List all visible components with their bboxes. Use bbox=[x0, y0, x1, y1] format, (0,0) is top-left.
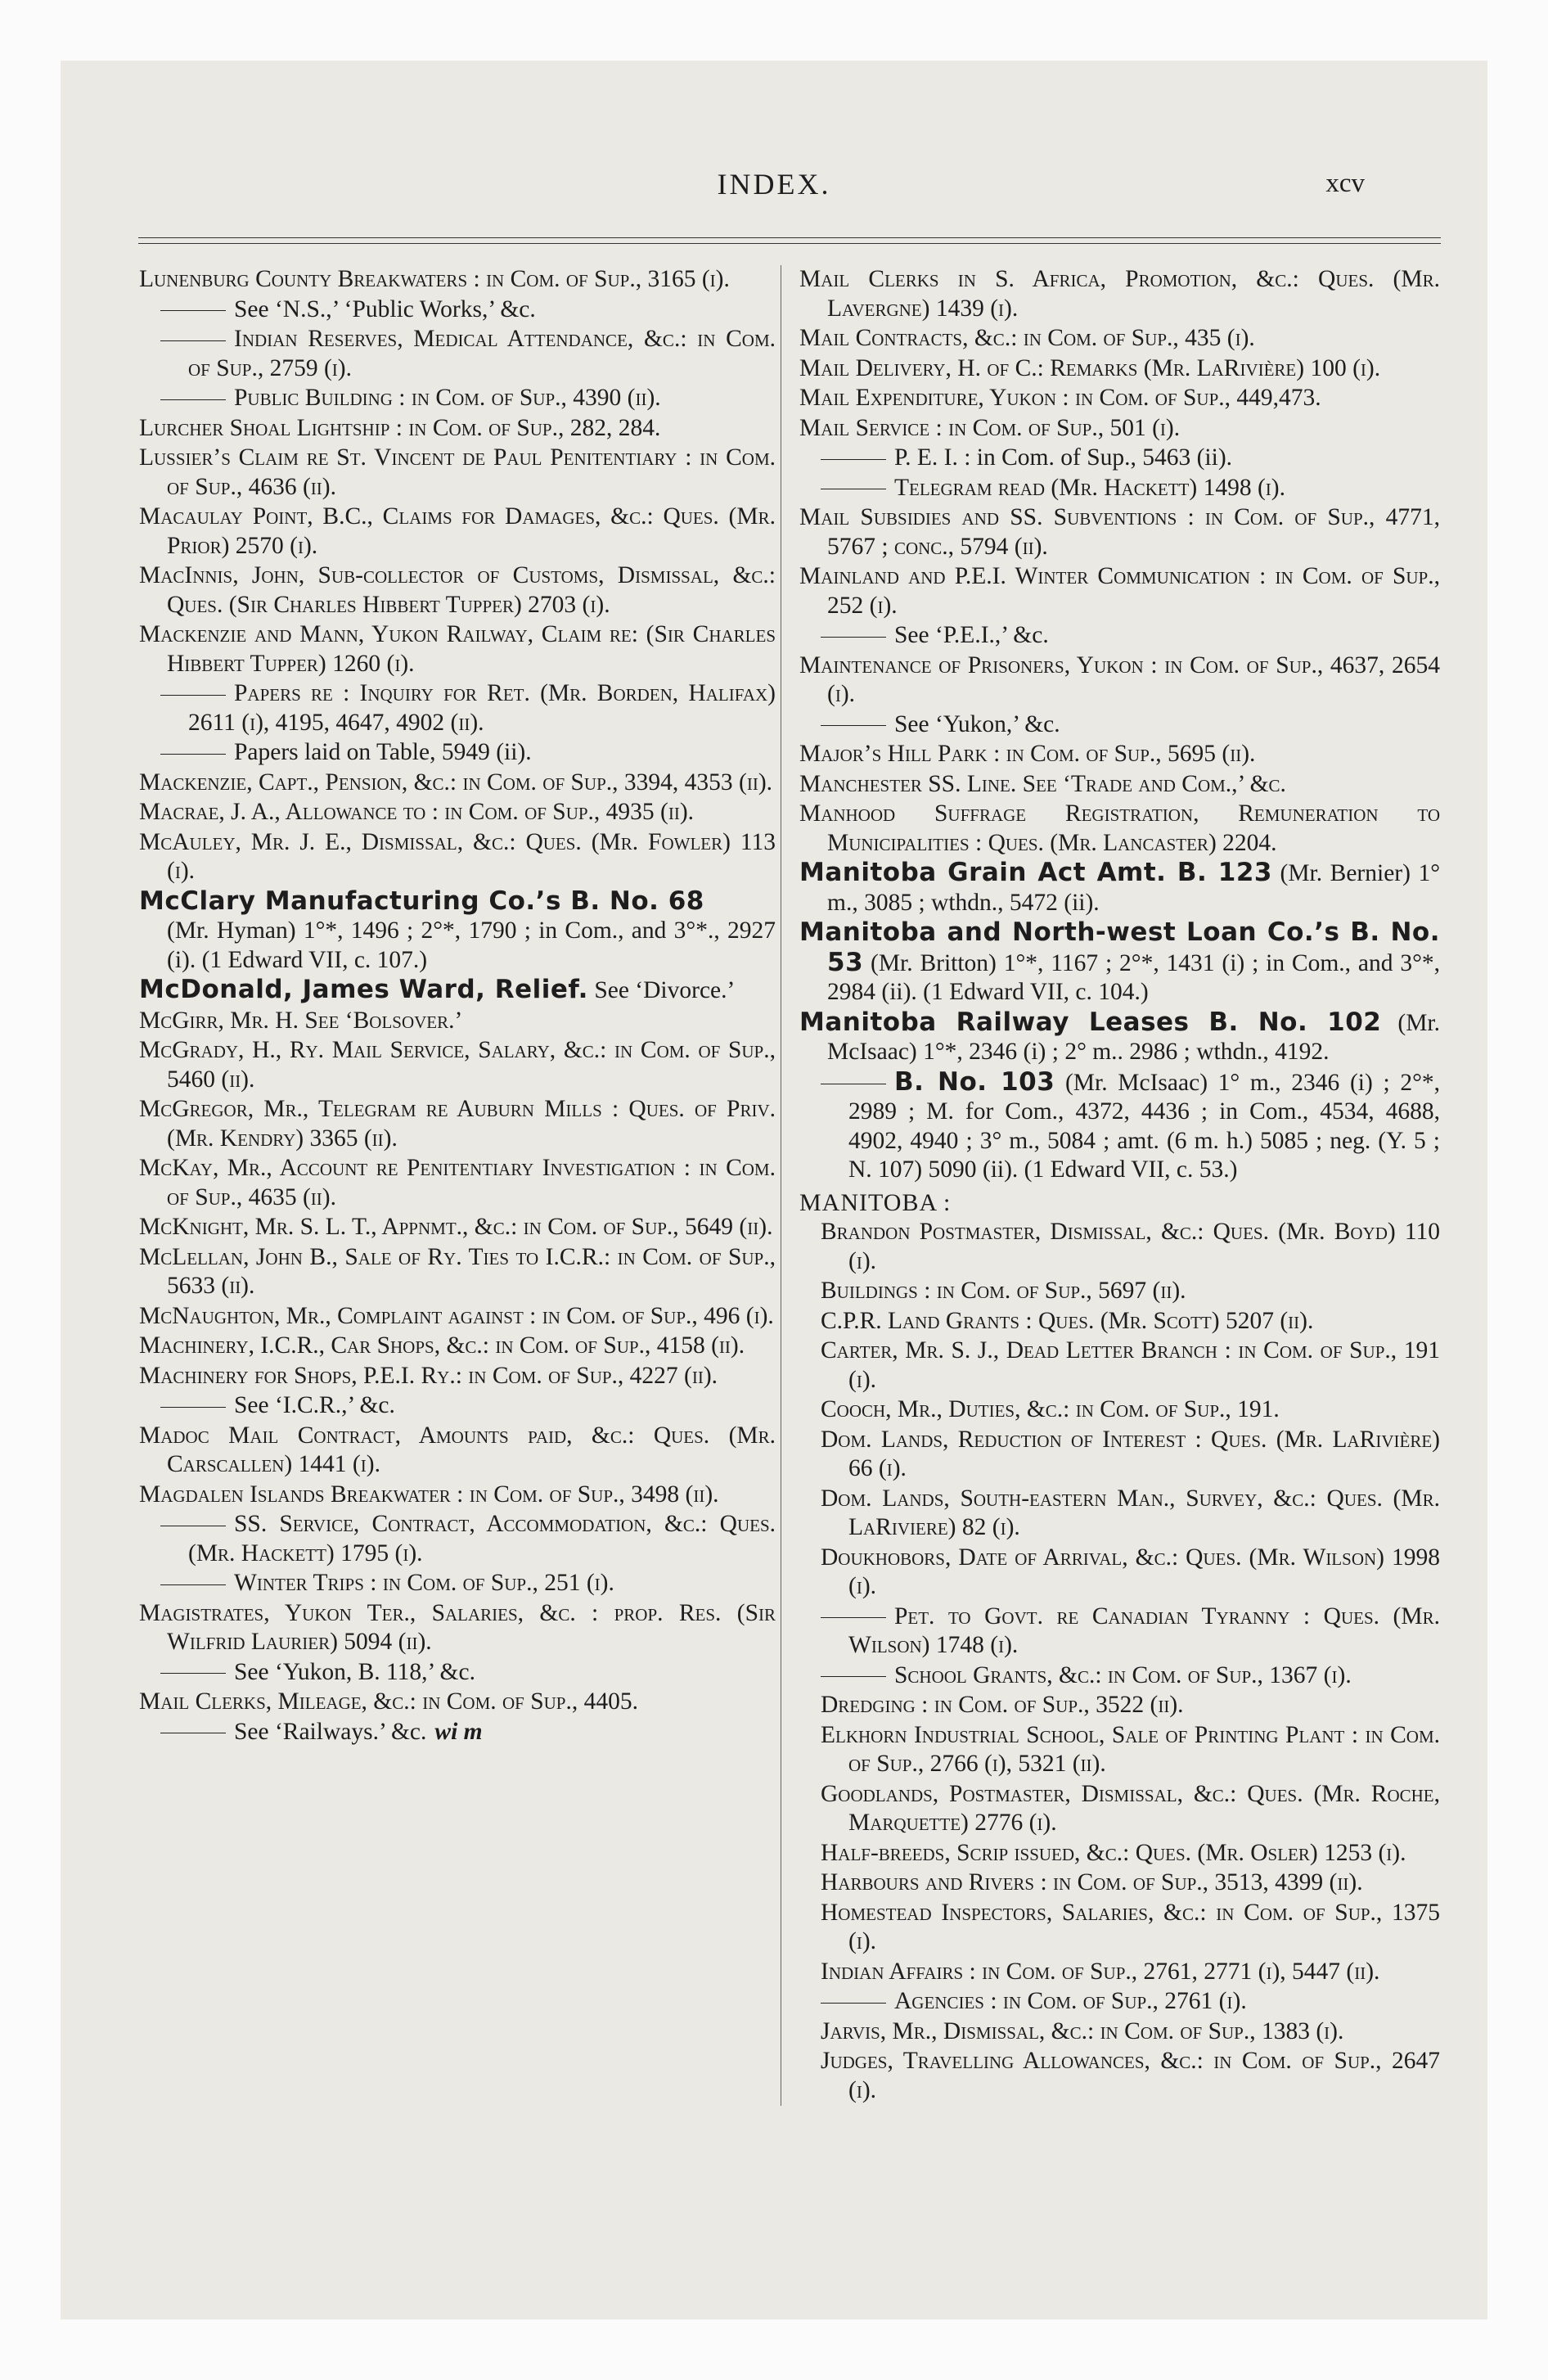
bill-details: See ‘Divorce.’ bbox=[594, 977, 736, 1003]
index-entry: Maintenance of Prisoners, Yukon : in Com. of Sup., 4637, 2654 (i). bbox=[799, 651, 1440, 707]
index-entry: Mail Clerks, Mileage, &c.: in Com. of Sup., 4405. bbox=[139, 1688, 638, 1715]
index-entry: Macrae, J. A., Allowance to : in Com. of Sup., 4935 (ii). bbox=[139, 799, 695, 825]
index-subentry: Telegram read (Mr. Hackett) 1498 (i). bbox=[799, 474, 1440, 503]
index-entry: Magistrates, Yukon Ter., Salaries, &c. : prop. Res. (Sir Wilfrid Laurier) 5094 (ii). bbox=[139, 1599, 776, 1655]
index-entry: McGrady, H., Ry. Mail Service, Salary, &c.: in Com. of Sup., 5460 (ii). bbox=[139, 1037, 776, 1093]
index-entry: McAuley, Mr. J. E., Dismissal, &c.: Ques. (Mr. Fowler) 113 (i). bbox=[139, 828, 776, 884]
index-subentry: Indian Affairs : in Com. of Sup., 2761, 2771 (i), 5447 (ii). bbox=[821, 1958, 1380, 1985]
index-subentry: Papers laid on Table, 5949 (ii). bbox=[139, 738, 776, 768]
index-entry: Mainland and P.E.I. Winter Communication : in Com. of Sup., 252 (i). bbox=[799, 563, 1440, 619]
bill-entry bbox=[139, 976, 776, 1006]
index-entry: McLellan, John B., Sale of Ry. Ties to I.C.R.: in Com. of Sup., 5633 (ii). bbox=[139, 1243, 776, 1299]
index-subentry: Dom. Lands, South-eastern Man., Survey, &c.: Ques. (Mr. LaRiviere) 82 (i). bbox=[821, 1485, 1440, 1540]
index-subentry: Indian Reserves, Medical Attendance, &c.: in Com. of Sup., 2759 (i). bbox=[139, 325, 776, 383]
index-entry: Manhood Suffrage Registration, Remuneration to Municipalities : Ques. (Mr. Lancaster) 2204. bbox=[799, 800, 1440, 856]
bill-details: (Mr. Britton) 1°*, 1167 ; 2°*, 1431 (i) ; in Com., and 3°*, 2984 (ii). (1 Edward VII, c. 104.) bbox=[827, 949, 1441, 1005]
index-entry: McKnight, Mr. S. L. T., Appnmt., &c.: in Com. of Sup., 5649 (ii). bbox=[139, 1214, 773, 1240]
index-entry: Lussier’s Claim re St. Vincent de Paul Penitentiary : in Com. of Sup., 4636 (ii). bbox=[139, 444, 776, 500]
bill-entry bbox=[799, 859, 1440, 917]
bill-details: (Mr. Hyman) 1°*, 1496 ; 2°*, 1790 ; in Com., and 3°*., 2927 (i). (1 Edward VII, c. 107.) bbox=[167, 917, 776, 973]
index-entry: McGirr, Mr. H. See ‘Bolsover.’ bbox=[139, 1007, 463, 1034]
index-subentry: Papers re : Inquiry for Ret. (Mr. Borden, Halifax) 2611 (i), 4195, 4647, 4902 (ii). bbox=[139, 679, 776, 737]
index-subentry: Winter Trips : in Com. of Sup., 251 (i). bbox=[139, 1569, 776, 1598]
index-subentry: See ‘Railways.’ &c. wi m bbox=[139, 1718, 776, 1747]
section-heading: MANITOBA : bbox=[799, 1188, 952, 1216]
index-entry: McGregor, Mr., Telegram re Auburn Mills : Ques. of Priv. (Mr. Kendry) 3365 (ii). bbox=[139, 1096, 776, 1152]
bill-details: (Mr. McIsaac) 1°*, 2346 (i) ; 2° m.. 2986 ; wthdn., 4192. bbox=[827, 1009, 1440, 1065]
index-entry: Machinery for Shops, P.E.I. Ry.: in Com. of Sup., 4227 (ii). bbox=[139, 1362, 718, 1389]
index-subentry: Elkhorn Industrial School, Sale of Printing Plant : in Com. of Sup., 2766 (i), 5321 (ii). bbox=[821, 1721, 1440, 1777]
index-subentry: Doukhobors, Date of Arrival, &c.: Ques. (Mr. Wilson) 1998 (i). bbox=[821, 1544, 1440, 1599]
index-subentry: SS. Service, Contract, Accommodation, &c.: Ques. (Mr. Hackett) 1795 (i). bbox=[139, 1510, 776, 1568]
index-subentry: Judges, Travelling Allowances, &c.: in Com. of Sup., 2647 (i). bbox=[821, 2048, 1440, 2103]
index-entry: MacInnis, John, Sub-collector of Customs, Dismissal, &c.: Ques. (Sir Charles Hibbert Tupper) 2703 (i). bbox=[139, 562, 776, 618]
index-entry: Mail Expenditure, Yukon : in Com. of Sup., 449,473. bbox=[799, 385, 1321, 411]
index-entry: Mail Delivery, H. of C.: Remarks (Mr. LaRivière) 100 (i). bbox=[799, 354, 1381, 381]
bill-entry bbox=[799, 1008, 1440, 1067]
index-entry: Manchester SS. Line. See ‘Trade and Com.,’ &c. bbox=[799, 770, 1286, 797]
right-column bbox=[781, 265, 1440, 2106]
index-entry: Mackenzie, Capt., Pension, &c.: in Com. of Sup., 3394, 4353 (ii). bbox=[139, 769, 773, 796]
index-entry: Lurcher Shoal Lightship : in Com. of Sup., 282, 284. bbox=[139, 414, 661, 441]
scanned-page bbox=[61, 61, 1487, 2319]
index-subentry: Carter, Mr. S. J., Dead Letter Branch : in Com. of Sup., 191 (i). bbox=[821, 1337, 1440, 1393]
index-subentry: See ‘I.C.R.,’ &c. bbox=[139, 1391, 776, 1421]
bill-heading: McDonald, James Ward, Relief. bbox=[139, 975, 588, 1004]
index-entry: McKay, Mr., Account re Penitentiary Investigation : in Com. of Sup., 4635 (ii). bbox=[139, 1155, 776, 1210]
bill-subentry: B. No. 103 (Mr. McIsaac) 1° m., 2346 (i) ; 2°*, 2989 ; M. for Com., 4372, 4436 ; in Com., 4534, 4688, 4902, 4940 ; 3° m., 5084 ; amt. (6 m. h.) 5085 ; neg. (Y. 5 ; N. 107) 5090 (ii). (1 Edward VII, c. 53.) bbox=[799, 1068, 1440, 1185]
index-subentry: See ‘Yukon, B. 118,’ &c. bbox=[139, 1658, 776, 1688]
index-subentry: Brandon Postmaster, Dismissal, &c.: Ques. (Mr. Boyd) 110 (i). bbox=[821, 1219, 1440, 1274]
index-subentry: Public Building : in Com. of Sup., 4390 (ii). bbox=[139, 384, 776, 413]
index-entry: Mail Subsidies and SS. Subventions : in Com. of Sup., 4771, 5767 ; conc., 5794 (ii). bbox=[799, 504, 1440, 560]
index-subentry: See ‘P.E.I.,’ &c. bbox=[799, 621, 1440, 651]
stamp-mark: wi m bbox=[434, 1718, 483, 1745]
page-title: INDEX. bbox=[717, 168, 831, 201]
bill-heading: Manitoba and North-west Loan Co.’s B. No. 53 bbox=[799, 917, 1440, 977]
bill-entry bbox=[139, 887, 776, 976]
index-subentry: Goodlands, Postmaster, Dismissal, &c.: Ques. (Mr. Roche, Marquette) 2776 (i). bbox=[821, 1780, 1440, 1836]
index-subentry: Buildings : in Com. of Sup., 5697 (ii). bbox=[821, 1278, 1186, 1304]
index-entry: Major’s Hill Park : in Com. of Sup., 5695 (ii). bbox=[799, 741, 1256, 767]
index-subentry: Jarvis, Mr., Dismissal, &c.: in Com. of Sup., 1383 (i). bbox=[821, 2017, 1344, 2044]
index-entry: Mail Clerks in S. Africa, Promotion, &c.: Ques. (Mr. Lavergne) 1439 (i). bbox=[799, 266, 1440, 322]
index-entry: Mail Service : in Com. of Sup., 501 (i). bbox=[799, 414, 1181, 441]
page-number: xcv bbox=[1325, 169, 1365, 198]
index-entry: Machinery, I.C.R., Car Shops, &c.: in Com. of Sup., 4158 (ii). bbox=[139, 1332, 745, 1359]
index-subentry: P. E. I. : in Com. of Sup., 5463 (ii). bbox=[799, 444, 1440, 473]
index-subentry: See ‘N.S.,’ ‘Public Works,’ &c. bbox=[139, 295, 776, 325]
index-entry: Madoc Mail Contract, Amounts paid, &c.: Ques. (Mr. Carscallen) 1441 (i). bbox=[139, 1422, 776, 1477]
index-subentry: C.P.R. Land Grants : Ques. (Mr. Scott) 5207 (ii). bbox=[821, 1307, 1314, 1334]
index-entry: Magdalen Islands Breakwater : in Com. of Sup., 3498 (ii). bbox=[139, 1481, 719, 1508]
index-subentry: Homestead Inspectors, Salaries, &c.: in Com. of Sup., 1375 (i). bbox=[821, 1899, 1440, 1954]
bill-heading: Manitoba Railway Leases B. No. 102 bbox=[799, 1007, 1382, 1037]
index-entry: McNaughton, Mr., Complaint against : in Com. of Sup., 496 (i). bbox=[139, 1302, 774, 1329]
index-entry: Macaulay Point, B.C., Claims for Damages, &c.: Ques. (Mr. Prior) 2570 (i). bbox=[139, 503, 776, 559]
bill-heading: Manitoba Grain Act Amt. B. 123 bbox=[799, 858, 1272, 887]
index-subentry: Half-breeds, Scrip issued, &c.: Ques. (Mr. Osler) 1253 (i). bbox=[821, 1839, 1406, 1866]
index-subentry: Agencies : in Com. of Sup., 2761 (i). bbox=[799, 1987, 1440, 2017]
index-subentry: Harbours and Rivers : in Com. of Sup., 3513, 4399 (ii). bbox=[821, 1869, 1363, 1895]
index-subentry: Cooch, Mr., Duties, &c.: in Com. of Sup., 191. bbox=[821, 1396, 1280, 1422]
index-subentry: Pet. to Govt. re Canadian Tyranny : Ques. (Mr. Wilson) 1748 (i). bbox=[799, 1602, 1440, 1661]
index-subentry: Dom. Lands, Reduction of Interest : Ques. (Mr. LaRivière) 66 (i). bbox=[821, 1426, 1440, 1481]
index-subentry: Dredging : in Com. of Sup., 3522 (ii). bbox=[821, 1692, 1184, 1718]
bill-heading: McClary Manufacturing Co.’s B. No. 68 bbox=[139, 886, 704, 916]
index-entry: Mail Contracts, &c.: in Com. of Sup., 435 (i). bbox=[799, 325, 1255, 351]
bill-entry bbox=[799, 918, 1440, 1007]
bill-details: (Mr. Bernier) 1° m., 3085 ; wthdn., 5472 (ii). bbox=[827, 860, 1441, 916]
index-entry: Mackenzie and Mann, Yukon Railway, Claim re: (Sir Charles Hibbert Tupper) 1260 (i). bbox=[139, 621, 776, 677]
left-column bbox=[139, 265, 776, 1747]
index-subentry: See ‘Yukon,’ &c. bbox=[799, 710, 1440, 740]
index-entry: Lunenburg County Breakwaters : in Com. of Sup., 3165 (i). bbox=[139, 266, 730, 292]
index-subentry: School Grants, &c.: in Com. of Sup., 1367 (i). bbox=[799, 1661, 1440, 1691]
header-rule bbox=[138, 237, 1441, 244]
